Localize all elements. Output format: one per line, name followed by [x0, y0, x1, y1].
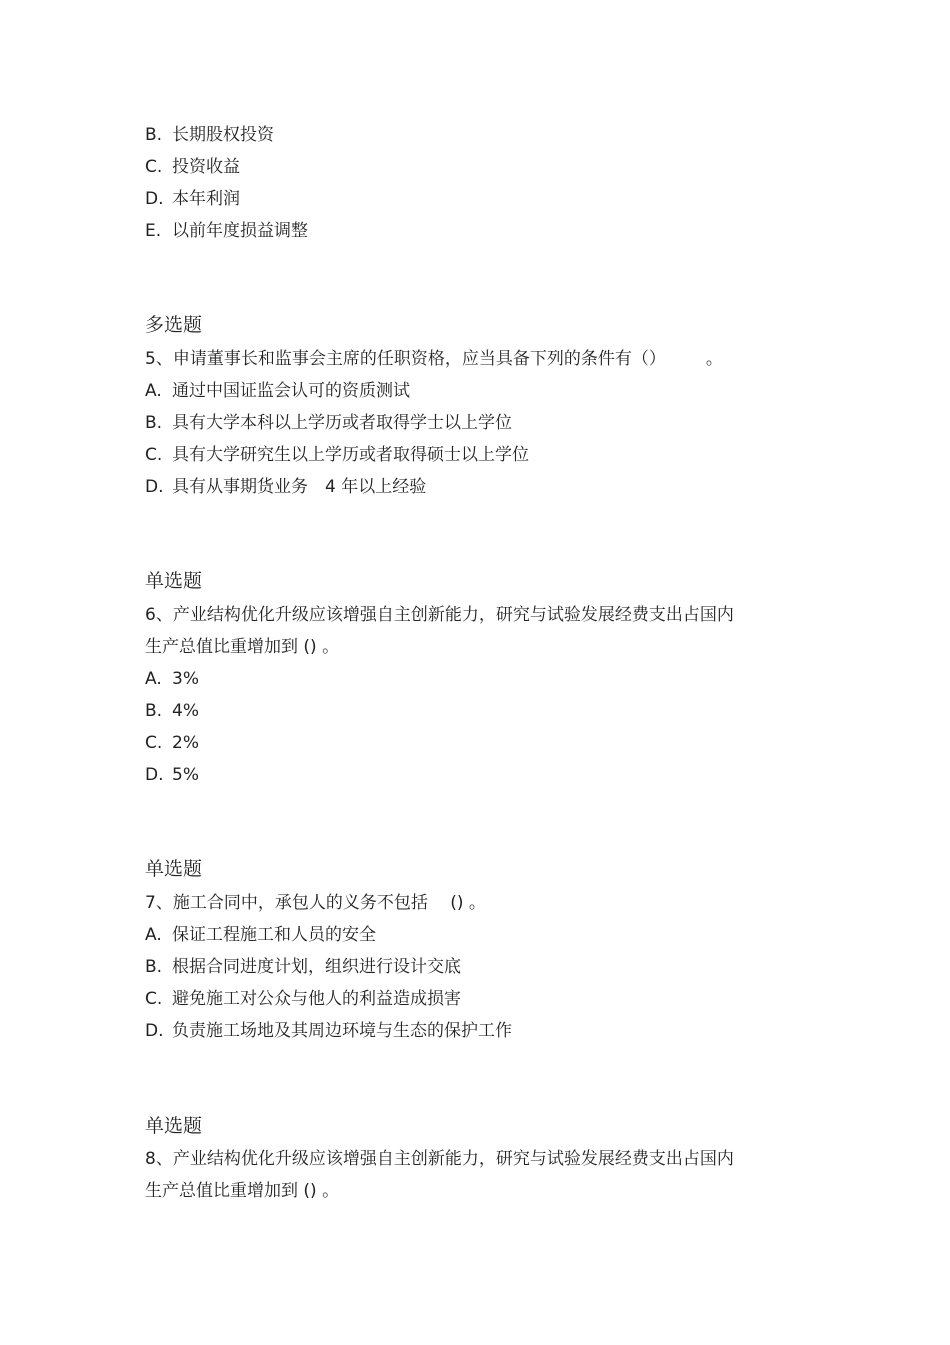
question-stem-line-2: 生产总值比重增加到 () 。 — [145, 637, 340, 657]
option-text: 以前年度损益调整 — [172, 221, 308, 241]
option-letter: A. — [145, 925, 162, 945]
option-letter: A. — [145, 669, 162, 689]
option-letter: C. — [145, 733, 163, 753]
option-letter: D. — [145, 189, 164, 209]
question-stem-line-1: 6、产业结构优化升级应该增强自主创新能力，研究与试验发展经费支出占国内 — [145, 605, 734, 625]
option-c — [145, 988, 461, 1010]
option-letter: B. — [145, 701, 163, 721]
question-stem: 7、施工合同中，承包人的义务不包括 () 。 — [145, 893, 486, 913]
option-e — [145, 220, 308, 242]
option-text: 根据合同进度计划，组织进行设计交底 — [172, 957, 461, 977]
option-c — [145, 732, 199, 754]
option-letter: B. — [145, 413, 163, 433]
question-stem-line-2: 生产总值比重增加到 () 。 — [145, 1181, 340, 1201]
option-text: 保证工程施工和人员的安全 — [172, 925, 376, 945]
option-letter: A. — [145, 381, 162, 401]
option-text: 本年利润 — [172, 189, 240, 209]
option-b — [145, 700, 199, 722]
option-text: 通过中国证监会认可的资质测试 — [172, 381, 410, 401]
option-text: 3% — [172, 669, 199, 689]
option-letter: C. — [145, 989, 163, 1009]
option-text: 2% — [172, 733, 199, 753]
option-letter: C. — [145, 157, 163, 177]
option-a — [145, 380, 410, 402]
option-letter: B. — [145, 957, 163, 977]
question-stem-line-1: 8、产业结构优化升级应该增强自主创新能力，研究与试验发展经费支出占国内 — [145, 1149, 734, 1169]
option-text: 投资收益 — [172, 157, 240, 177]
option-text: 负责施工场地及其周边环境与生态的保护工作 — [172, 1021, 512, 1041]
option-text: 避免施工对公众与他人的利益造成损害 — [172, 989, 461, 1009]
option-letter: B. — [145, 125, 163, 145]
question-type-heading: 单选题 — [145, 570, 203, 592]
option-letter: D. — [145, 477, 164, 497]
option-a — [145, 924, 376, 946]
option-text: 5% — [172, 765, 199, 785]
option-d — [145, 476, 426, 498]
option-letter: D. — [145, 1021, 164, 1041]
question-type-heading: 单选题 — [145, 1115, 203, 1137]
question-stem-text: 5、申请董事长和监事会主席的任职资格，应当具备下列的条件有（） — [145, 349, 666, 369]
option-c — [145, 156, 240, 178]
question-type-heading: 单选题 — [145, 858, 203, 880]
option-d — [145, 764, 199, 786]
option-d — [145, 188, 240, 210]
question-stem — [145, 348, 723, 370]
question-type-heading: 多选题 — [145, 314, 203, 336]
option-text: 4% — [172, 701, 199, 721]
option-text: 长期股权投资 — [172, 125, 274, 145]
option-b — [145, 956, 461, 978]
option-text: 具有大学本科以上学历或者取得学士以上学位 — [172, 413, 512, 433]
option-c — [145, 444, 529, 466]
option-b — [145, 412, 512, 434]
option-d — [145, 1020, 512, 1042]
question-stem-tail: 。 — [705, 349, 723, 369]
option-letter: D. — [145, 765, 164, 785]
option-text: 具有从事期货业务 4 年以上经验 — [172, 477, 427, 497]
option-letter: E. — [145, 221, 162, 241]
option-letter: C. — [145, 445, 163, 465]
option-b — [145, 124, 274, 146]
option-text: 具有大学研究生以上学历或者取得硕士以上学位 — [172, 445, 529, 465]
option-a — [145, 668, 199, 690]
